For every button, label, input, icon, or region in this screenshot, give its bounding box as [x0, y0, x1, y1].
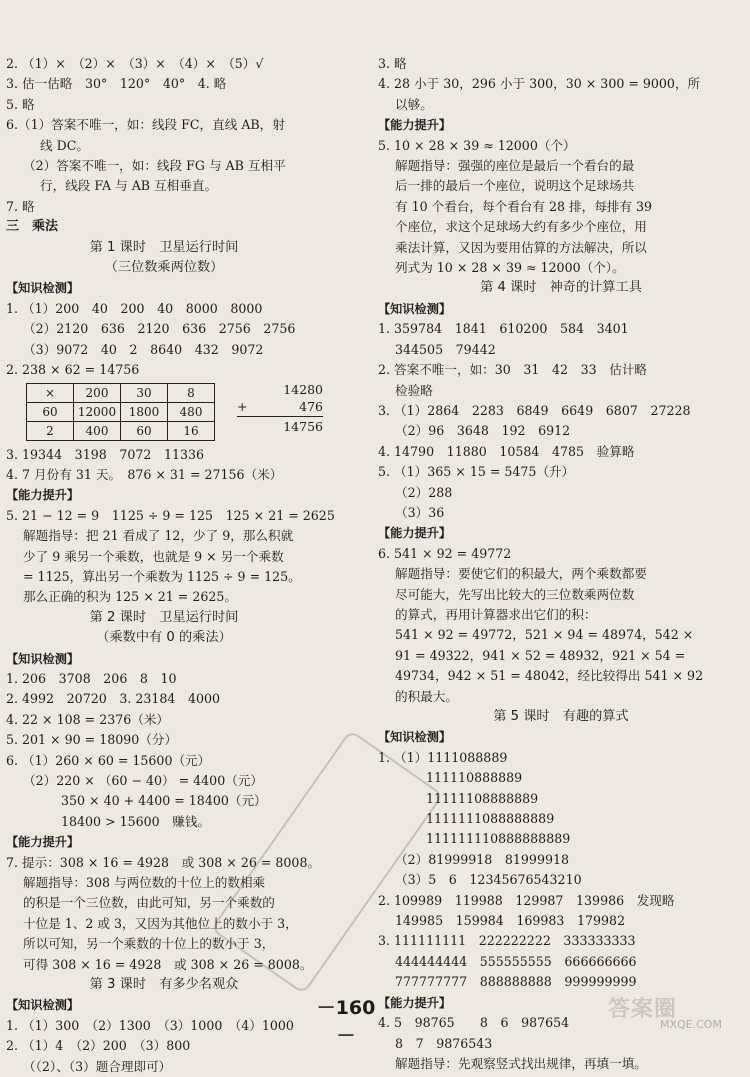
- grid-cell: 2: [27, 421, 74, 440]
- answer-line: 的积是一个三位数，由此可知，另一个乘数的: [23, 895, 275, 911]
- answer-line: 以够。: [395, 96, 433, 112]
- answer-line: 7. 略: [6, 198, 35, 214]
- answer-line: 2. （1）× （2）× （3）× （4）× （5）√: [6, 56, 264, 71]
- answer-line: 5. 10 × 28 × 39 ≈ 12000（个）: [378, 137, 576, 153]
- answer-line: 111110888889: [426, 770, 523, 786]
- answer-line: 4. 5 98765 8 6 987654: [378, 1015, 570, 1031]
- answer-line: 的算式，再用计算器求出它们的积：: [395, 606, 597, 622]
- answer-line: 个座位，求这个足球场大约有多少个座位，用: [395, 219, 647, 235]
- grid-cell: 480: [168, 402, 215, 421]
- answer-line: 111111110888888889: [426, 831, 571, 847]
- answer-line: 11111108888889: [426, 790, 539, 806]
- ability-tag: 【能力提升】: [6, 835, 80, 850]
- answer-line: （2）答案不唯一，如：线段 FG 与 AB 互相平: [23, 158, 286, 174]
- answer-line: 检验略: [395, 382, 433, 398]
- lesson-1-title: 第 1 课时 卫星运行时间: [89, 239, 239, 255]
- answer-line: 49734，942 × 51 = 48042，经比较得出 541 × 92: [395, 668, 704, 684]
- multiplication-work-area: [6, 381, 362, 445]
- answer-line: （3）9072 40 2 8640 432 9072: [23, 341, 264, 357]
- answer-line: （2）288: [395, 484, 453, 500]
- answer-line: 5. 201 × 90 = 18090（分）: [6, 732, 178, 748]
- grid-cell: 60: [121, 421, 168, 440]
- lesson-1-check-answers: [6, 299, 362, 381]
- answer-line: 444444444 555555555 666666666: [395, 953, 637, 969]
- lesson-2-subtitle: （乘数中有 0 的乘法）: [96, 630, 232, 646]
- answer-line: （（2）、（3）题合理即可）: [23, 1058, 172, 1074]
- answer-line: 行，线段 FA 与 AB 互相垂直。: [40, 178, 218, 194]
- knowledge-check-tag: 【知识检测】: [6, 998, 80, 1013]
- answer-line: 6. （1）260 × 60 = 15600（元）: [6, 752, 211, 768]
- answer-line: 4. 7 月份有 31 天。 876 × 31 = 27156（米）: [6, 466, 283, 482]
- answer-line: 列式为 10 × 28 × 39 ≈ 12000（个）。: [395, 260, 625, 276]
- answer-line: （2）220 × （60 − 40） = 4400（元）: [23, 773, 263, 788]
- answer-line: 后一排的最后一个座位，说明这个足球场共: [395, 178, 635, 194]
- lesson-5-title: 第 5 课时 有趣的算式: [493, 709, 629, 724]
- ability-tag: 【能力提升】: [378, 118, 452, 133]
- answer-line: 解题指导：要使它们的积最大，两个乘数都要: [395, 566, 647, 582]
- answer-line: 3. 111111111 222222222 333333333: [378, 933, 636, 949]
- knowledge-check-tag: 【知识检测】: [6, 651, 80, 666]
- left-column: [6, 54, 362, 1077]
- answer-line: 4. 14790 11880 10584 4785 验算略: [378, 443, 635, 459]
- answer-line: 解题指导：把 21 看成了 12，少了 9，那么积就: [23, 528, 294, 544]
- answer-line: 3. 估一估略 30° 120° 40° 4. 略: [6, 76, 227, 92]
- addend-1: 14280: [283, 381, 323, 397]
- answer-line: 2. 4992 20720 3. 23184 4000: [6, 691, 221, 707]
- answer-line: 解题指导：强强的座位是最后一个看台的最: [395, 158, 635, 174]
- lesson-3-ability-answers: [378, 136, 744, 279]
- answer-line: 那么正确的积为 125 × 21 = 2625。: [23, 589, 237, 605]
- answer-line: 2. （1）4 （2）200 （3）800: [6, 1038, 191, 1054]
- answer-line: 1. （1）1111088889: [378, 749, 508, 765]
- answer-line: （3）5 6 12345676543210: [395, 872, 582, 888]
- answer-line: 有 10 个看台，每个看台有 28 排，每排有 39: [395, 198, 652, 214]
- lesson-3-more-answers: [378, 54, 744, 115]
- plus-sign: +: [237, 398, 248, 414]
- answer-line: 解题指导：308 与两位数的十位上的数相乘: [23, 875, 266, 891]
- answer-line: 350 × 40 + 4400 = 18400（元）: [61, 793, 267, 809]
- answer-line: 149985 159984 169983 179982: [395, 913, 626, 929]
- answer-line: 1. （1）200 40 200 40 8000 8000: [6, 300, 263, 316]
- addend-2: 476: [299, 398, 323, 414]
- answer-line: 1111111088888889: [426, 811, 555, 827]
- watermark-url: MXQE.COM: [660, 1018, 722, 1031]
- answer-line: 1. 359784 1841 610200 584 3401: [378, 321, 629, 337]
- answer-line: 乘法计算，又因为要用估算的方法解决，所以: [395, 239, 647, 255]
- answer-line: 2. 答案不唯一，如：30 31 42 33 估计略: [378, 362, 648, 378]
- answer-line: 十位是 1、2 或 3，又因为其他位上的数小于 3，: [23, 915, 298, 931]
- answer-line: = 1125，算出另一个乘数为 1125 ÷ 9 = 125。: [23, 568, 301, 584]
- answer-line: 6.（1）答案不唯一，如：线段 FC，直线 AB，射: [6, 117, 285, 133]
- grid-cell: 400: [74, 421, 121, 440]
- grid-row: [27, 421, 215, 440]
- ability-tag: 【能力提升】: [378, 526, 452, 541]
- answer-line: 4. 22 × 108 = 2376（米）: [6, 711, 170, 727]
- ability-tag: 【能力提升】: [378, 995, 452, 1010]
- answer-line: 2. 238 × 62 = 14756: [6, 362, 140, 378]
- answer-line: 3. （1）2864 2283 6849 6649 6807 27228: [378, 402, 691, 418]
- lesson-1-ability-answers: [6, 506, 362, 608]
- answer-line: 少了 9 乘另一个乘数，也就是 9 × 另一个乘数: [23, 548, 284, 564]
- knowledge-check-tag: 【知识检测】: [6, 281, 80, 296]
- knowledge-check-tag: 【知识检测】: [378, 730, 452, 745]
- grid-cell: 30: [121, 383, 168, 402]
- answer-line: 5. （1）365 × 15 = 5475（升）: [378, 464, 575, 480]
- knowledge-check-tag: 【知识检测】: [378, 301, 452, 316]
- lesson-4-check-answers: [378, 319, 744, 523]
- answer-line: 5. 21 − 12 = 9 1125 ÷ 9 = 125 125 × 21 = 2625: [6, 507, 335, 523]
- answer-line: 2. 109989 119988 129987 139986 发现略: [378, 892, 675, 908]
- lesson-2-ability-answers: [6, 853, 362, 975]
- answer-line: （2）96 3648 192 6912: [395, 423, 571, 439]
- answer-line: 解题指导：先观察竖式找出规律，再填一填。: [395, 1055, 647, 1071]
- lesson-5-check-answers: [378, 748, 744, 993]
- lesson-2-check-answers: [6, 669, 362, 832]
- answer-line: 5. 略: [6, 96, 35, 112]
- grid-row: [27, 383, 215, 402]
- answer-line: 的积最大。: [395, 688, 458, 704]
- answer-line: 线 DC。: [40, 137, 89, 153]
- lesson-1-more-answers: [6, 445, 362, 486]
- vertical-addition: [237, 381, 323, 435]
- grid-cell: 8: [168, 383, 215, 402]
- answer-line: （2）2120 636 2120 636 2756 2756: [23, 321, 296, 337]
- lesson-1-subtitle: （三位数乘两位数）: [104, 260, 224, 276]
- section-title: 三 乘法: [6, 219, 59, 235]
- answer-line: 541 × 92 = 49772，521 × 94 = 48974，542 ×: [395, 627, 694, 643]
- grid-cell: 60: [27, 402, 74, 421]
- answer-line: （2）81999918 81999918: [395, 851, 569, 867]
- answer-line: 18400 > 15600 赚钱。: [61, 813, 211, 829]
- answer-line: 7. 提示：308 × 16 = 4928 或 308 × 26 = 8008。: [6, 854, 321, 870]
- answer-line: 4. 28 小于 30，296 小于 300，30 × 300 = 9000，所: [378, 76, 701, 92]
- answer-line: 尽可能大，先写出比较大的三位数乘两位数: [395, 586, 635, 602]
- answer-line: 6. 541 × 92 = 49772: [378, 545, 512, 561]
- multiplication-grid: [26, 383, 215, 441]
- grid-cell: 12000: [74, 402, 121, 421]
- sum-rule: [237, 416, 323, 417]
- page-number: －160－: [316, 997, 376, 1047]
- answer-line: 1. 206 3708 206 8 10: [6, 670, 177, 686]
- answer-line: 所以可知，另一个乘数的十位上的数小于 3，: [23, 936, 275, 952]
- answer-line: 344505 79442: [395, 341, 496, 357]
- lesson-4-title: 第 4 课时 神奇的计算工具: [480, 280, 642, 296]
- unit-two-answers: [6, 54, 362, 217]
- answer-line: 3. 19344 3198 7072 11336: [6, 446, 205, 462]
- ability-tag: 【能力提升】: [6, 488, 80, 503]
- lesson-3-check-answers: [6, 1016, 362, 1077]
- answer-line: 3. 略: [378, 56, 407, 71]
- answer-line: 777777777 888888888 999999999: [395, 974, 637, 990]
- grid-cell: 200: [74, 383, 121, 402]
- answer-line: 91 = 49322，941 × 52 = 48932，921 × 54 =: [395, 647, 686, 663]
- answer-line: 可得 308 × 16 = 4928 或 308 × 26 = 8008。: [23, 956, 313, 972]
- grid-cell: ×: [27, 383, 74, 402]
- watermark-logo: 答案圈: [608, 997, 678, 1022]
- answer-line: 8 7 9876543: [395, 1035, 493, 1051]
- lesson-2-title: 第 2 课时 卫星运行时间: [89, 609, 239, 625]
- right-column: [378, 54, 744, 1074]
- answer-line: （3）36: [395, 504, 445, 520]
- sum: 14756: [283, 418, 323, 434]
- grid-row: [27, 402, 215, 421]
- answer-line: 1. （1）300 （2）1300 （3）1000 （4）1000: [6, 1017, 294, 1033]
- lesson-3-title: 第 3 课时 有多少名观众: [89, 977, 239, 993]
- lesson-4-ability-answers: [378, 544, 744, 707]
- grid-cell: 16: [168, 421, 215, 440]
- grid-cell: 1800: [121, 402, 168, 421]
